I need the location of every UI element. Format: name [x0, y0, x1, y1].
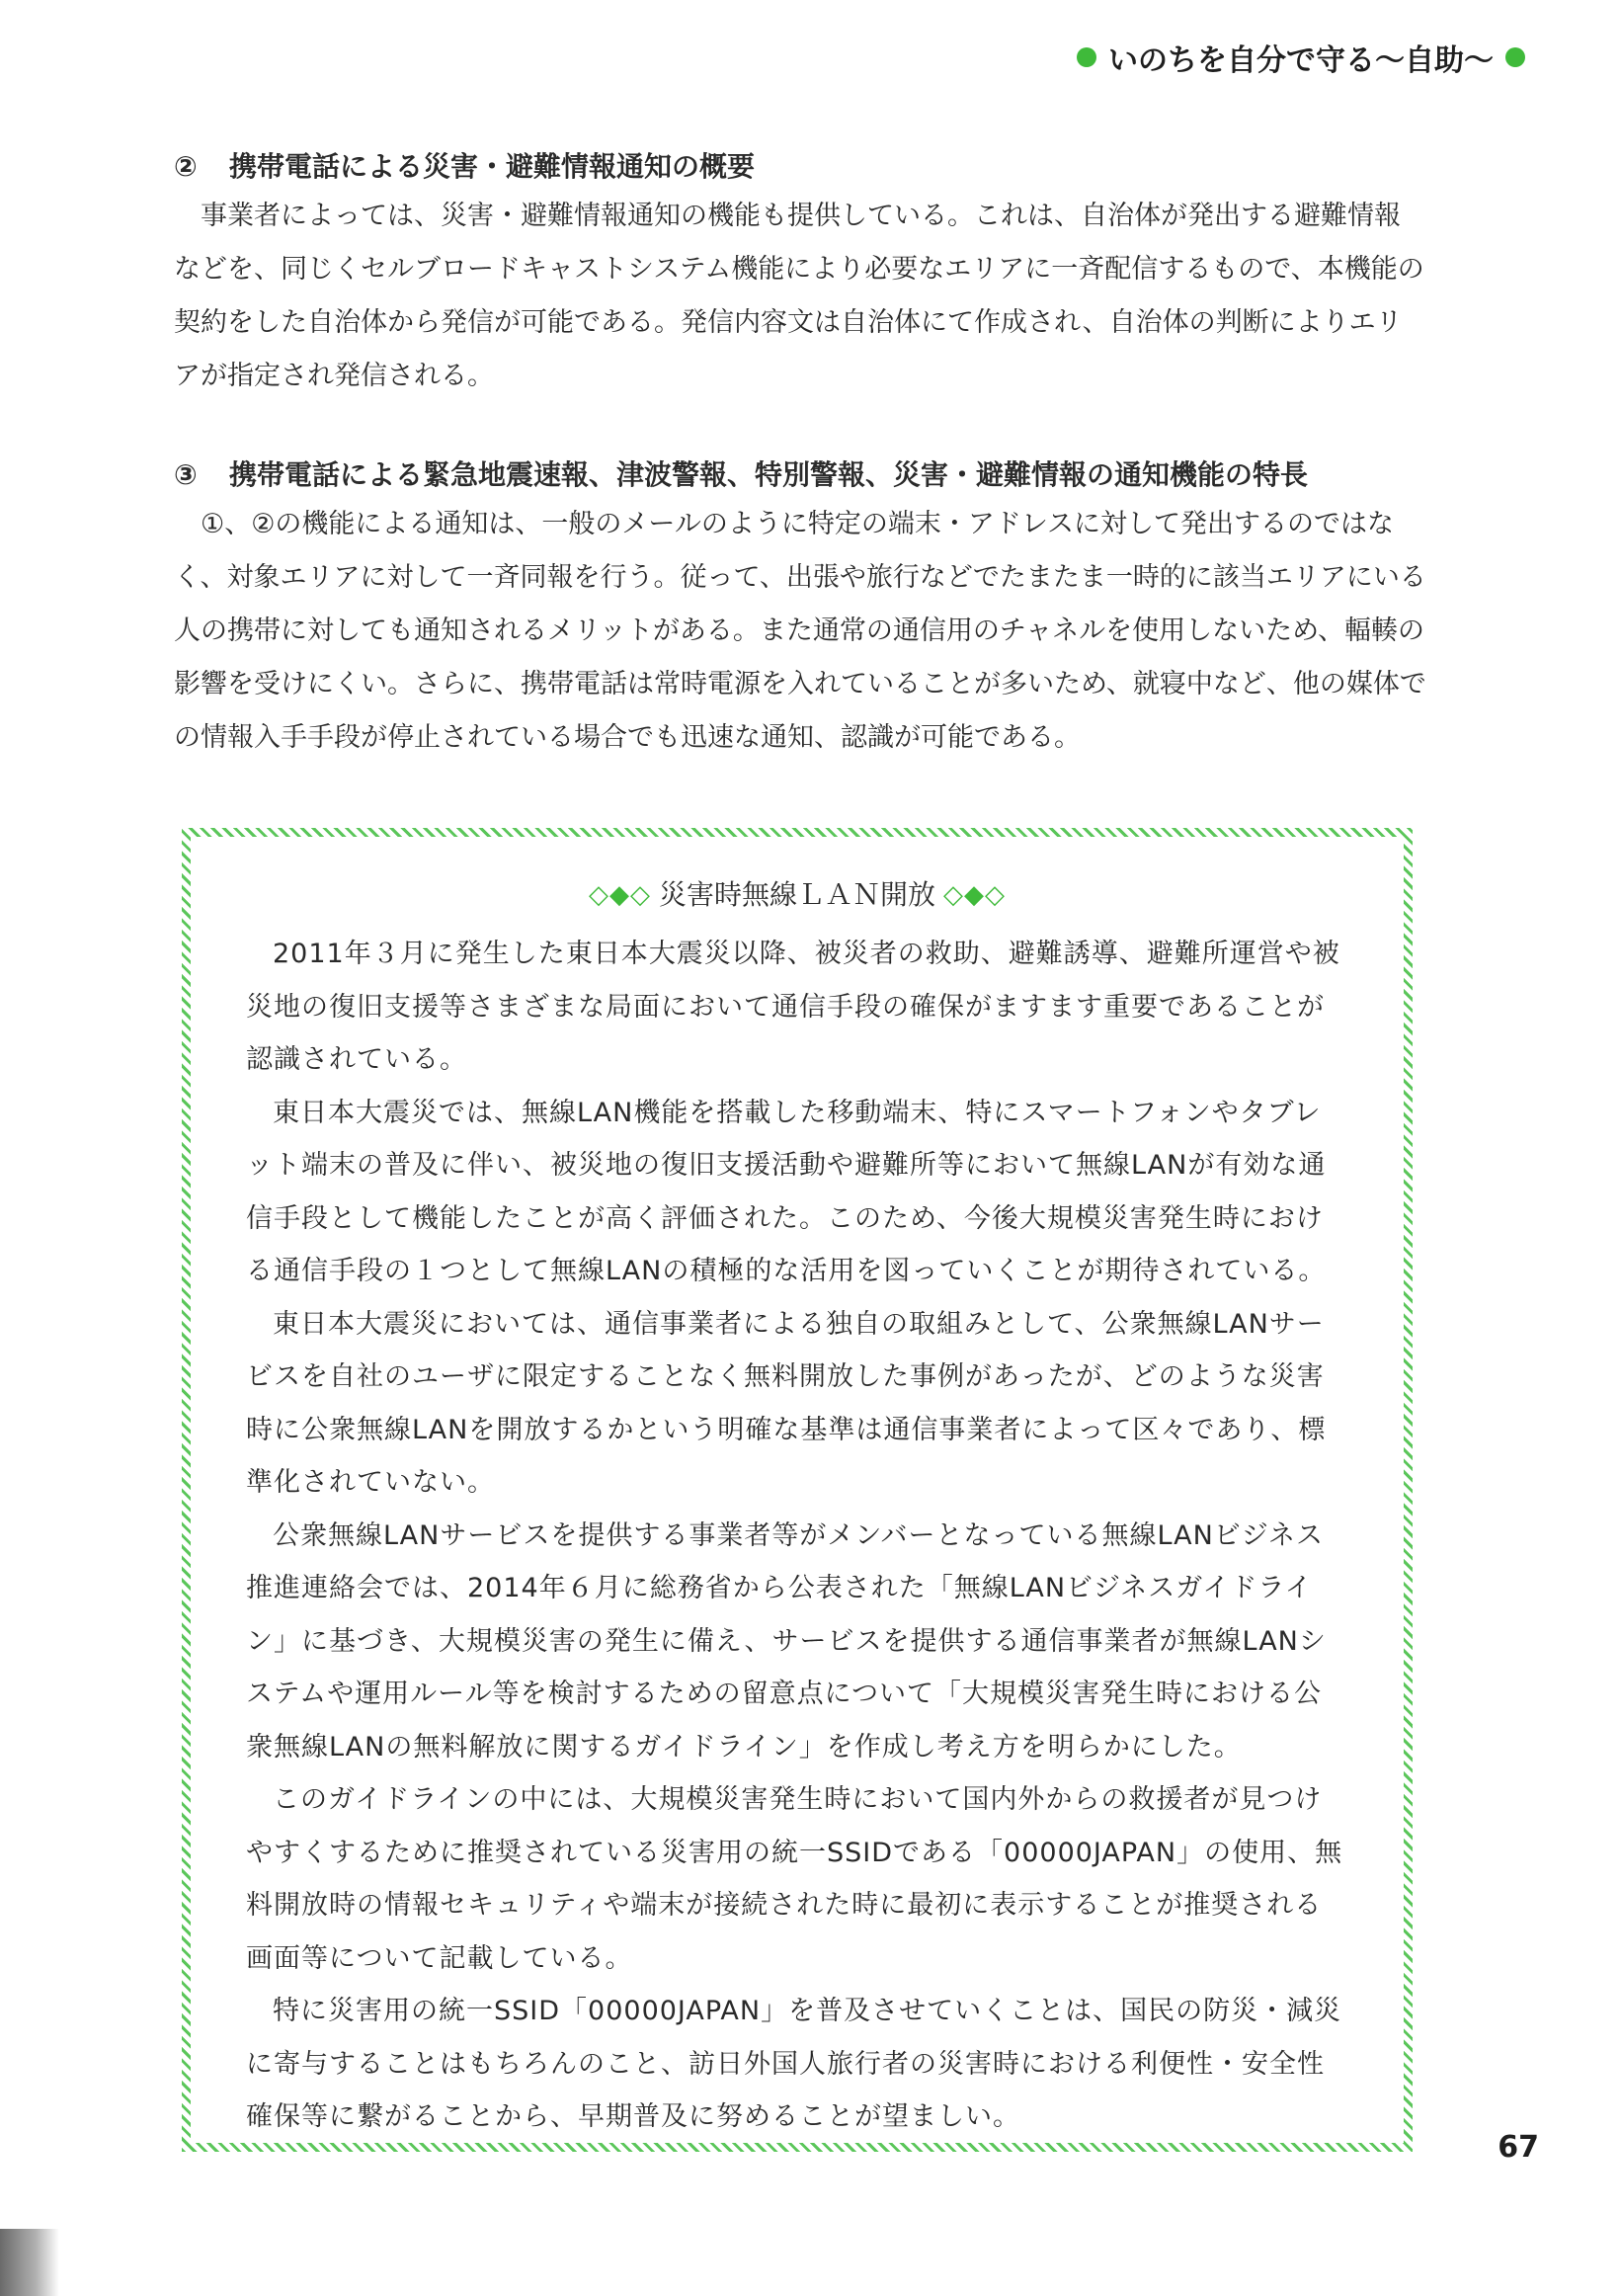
column-title: 災害時無線ＬＡＮ開放: [658, 878, 935, 911]
section-2-title: 携帯電話による災害・避難情報通知の概要: [229, 150, 756, 183]
column-heading: [246, 872, 1348, 918]
paragraph: 公衆無線LANサービスを提供する事業者等がメンバーとなっている無線LANビジネス推進連絡会では、2014年６月に総務省から公表された「無線LANビジネスガイドライン」に基づき、大規模災害の発生に備え、サービスを提供する通信事業者が無線LANシステムや運用ルール等を検討するための留意点について「大規模災害発生時における公衆無線LANの無料解放に関するガイドライン」を作成し考え方を明らかにした。: [246, 1519, 1327, 1763]
section-3-heading: [174, 452, 1426, 498]
section-2: [174, 144, 1426, 403]
diamond-ornament-icon: ◇◆◇: [943, 880, 1006, 910]
paragraph: 2011年３月に発生した東日本大震災以降、被災者の救助、避難誘導、避難所運営や被災地の復旧支援等さまざまな局面において通信手段の確保がますます重要であることが認識されている。: [246, 939, 1340, 1075]
section-3-title: 携帯電話による緊急地震速報、津波警報、特別警報、災害・避難情報の通知機能の特長: [229, 458, 1309, 491]
paragraph: 事業者によっては、災害・避難情報通知の機能も提供している。これは、自治体が発出する避難情報などを、同じくセルブロードキャストシステム機能により必要なエリアに一斉配信するもので、本機能の契約をした自治体から発信が可能である。発信内容文は自治体にて作成され、自治体の判断によりエリアが指定され発信される。: [174, 201, 1424, 391]
green-dot-icon: [1505, 47, 1525, 67]
section-2-heading: [174, 144, 1426, 190]
section-3-body: [174, 498, 1426, 765]
column-content: [246, 872, 1348, 2144]
column-body: [246, 928, 1348, 2144]
section-2-body: [174, 190, 1426, 403]
column-box: [182, 828, 1413, 2152]
running-header: [1077, 36, 1525, 79]
paragraph: このガイドラインの中には、大規模災害発生時において国内外からの救援者が見つけやすくするために推奨されている災害用の統一SSIDである「00000JAPAN」の使用、無料開放時の情報セキュリティや端末が接続された時に最初に表示することが推奨される画面等について記載している。: [246, 1784, 1343, 1974]
diamond-ornament-icon: ◇◆◇: [588, 880, 651, 910]
section-2-number: ②: [174, 150, 198, 183]
paragraph: 特に災害用の統一SSID「00000JAPAN」を普及させていくことは、国民の防災・減災に寄与することはもちろんのこと、訪日外国人旅行者の災害時における利便性・安全性確保等に繋がることから、早期普及に努めることが望ましい。: [246, 1996, 1342, 2132]
section-3-number: ③: [174, 458, 198, 491]
running-header-title: いのちを自分で守る～自助～: [1108, 43, 1494, 78]
section-3: [174, 452, 1426, 765]
paragraph: ①、②の機能による通知は、一般のメールのように特定の端末・アドレスに対して発出するのではなく、対象エリアに対して一斉同報を行う。従って、出張や旅行などでたまたま一時的に該当エリアにいる人の携帯に対しても通知されるメリットがある。また通常の通信用のチャネルを使用しないため、輻輳の影響を受けにくい。さらに、携帯電話は常時電源を入れていることが多いため、就寝中など、他の媒体での情報入手手段が停止されている場合でも迅速な通知、認識が可能である。: [174, 509, 1426, 753]
paragraph: 東日本大震災においては、通信事業者による独自の取組みとして、公衆無線LANサービスを自社のユーザに限定することなく無料開放した事例があったが、どのような災害時に公衆無線LANを開放するかという明確な基準は通信事業者によって区々であり、標準化されていない。: [246, 1308, 1327, 1498]
page-number: 67: [1498, 2130, 1539, 2165]
scan-edge-shadow: [0, 2229, 59, 2296]
paragraph: 東日本大震災では、無線LAN機能を搭載した移動端末、特にスマートフォンやタブレット端末の普及に伴い、被災地の復旧支援活動や避難所等において無線LANが有効な通信手段として機能したことが高く評価された。このため、今後大規模災害発生時における通信手段の１つとして無線LANの積極的な活用を図っていくことが期待されている。: [246, 1097, 1327, 1286]
green-dot-icon: [1077, 47, 1096, 67]
